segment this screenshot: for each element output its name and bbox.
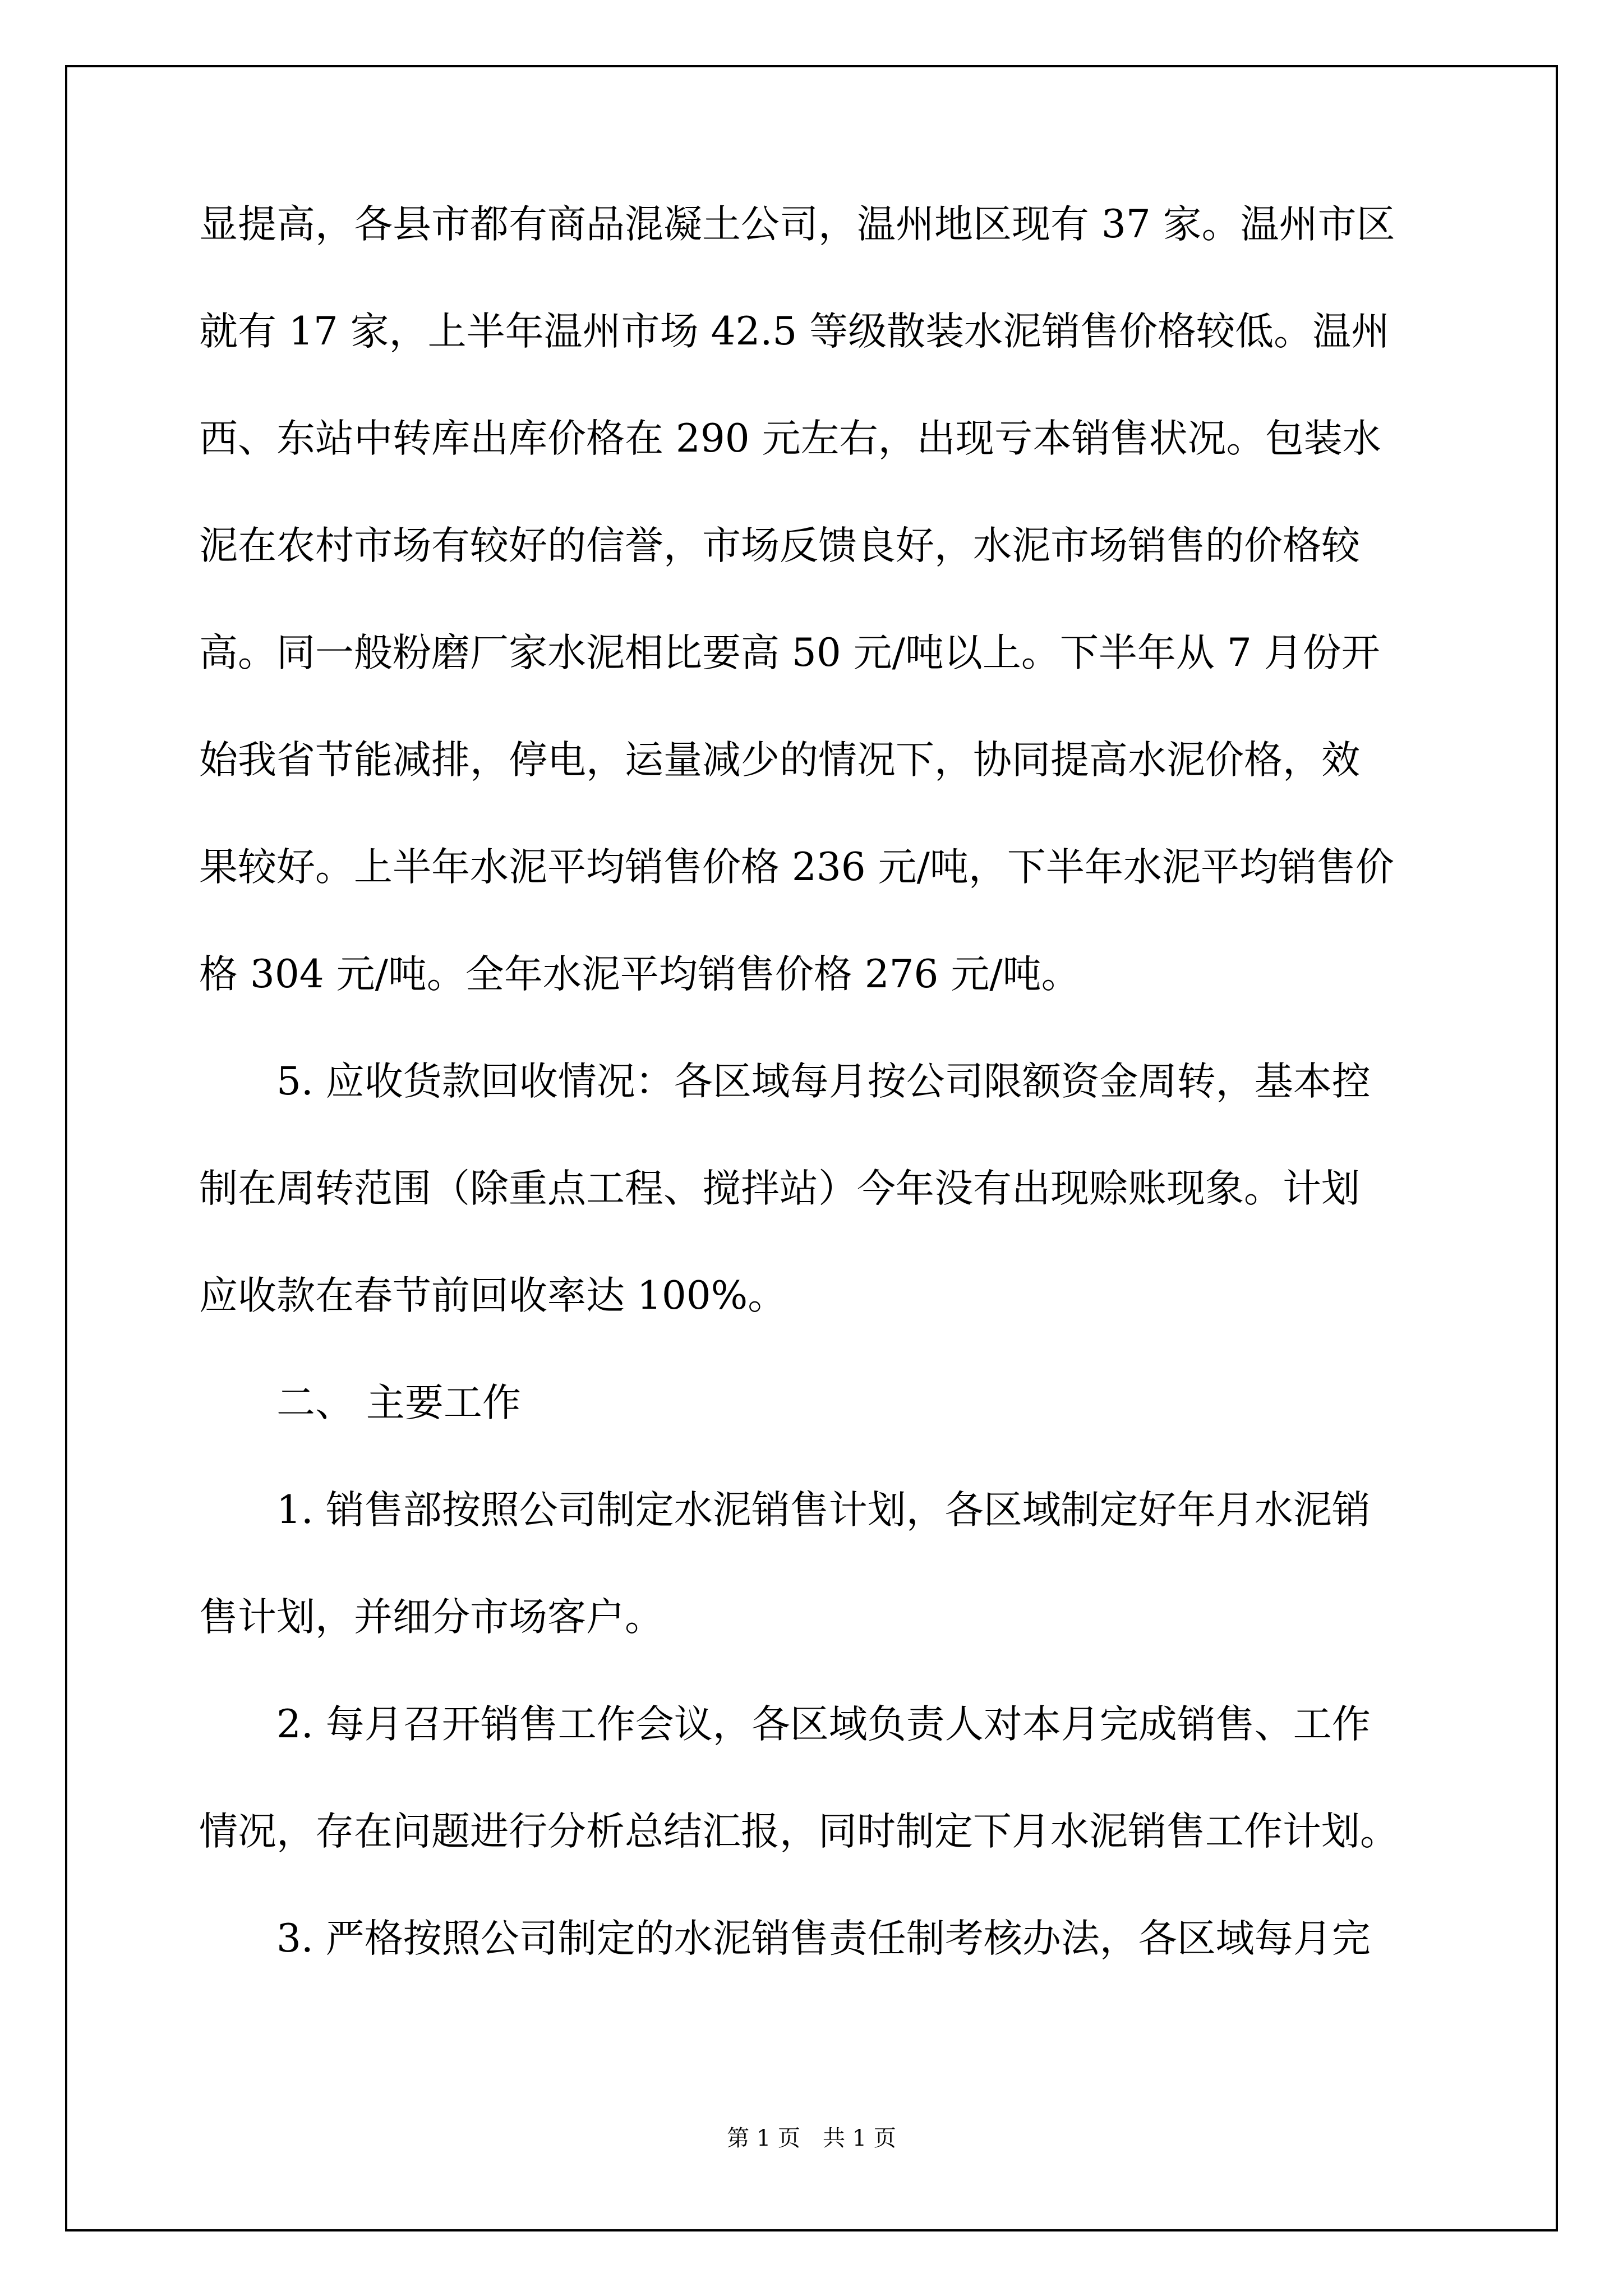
text-line: 情况，存在问题进行分析总结汇报，同时制定下月水泥销售工作计划。 [199, 1809, 1399, 1854]
text-line: 西、东站中转库出库价格在 290 元左右，出现亏本销售状况。包装水 [199, 416, 1381, 461]
text-line: 制在周转范围（除重点工程、搅拌站）今年没有出现赊账现象。计划 [199, 1166, 1360, 1211]
text-line: 始我省节能减排，停电，运量减少的情况下，协同提高水泥价格，效 [199, 738, 1360, 783]
text-line: 显提高，各县市都有商品混凝土公司，温州地区现有 37 家。温州市区 [199, 202, 1395, 247]
text-line: 高。同一般粉磨厂家水泥相比要高 50 元/吨以上。下半年从 7 月份开 [199, 631, 1380, 675]
section-heading: 二、 主要工作 [199, 1381, 521, 1425]
text-line: 就有 17 家，上半年温州市场 42.5 等级散装水泥销售价格较低。温州 [199, 309, 1390, 354]
document-body [199, 202, 1433, 2027]
text-line: 果较好。上半年水泥平均销售价格 236 元/吨，下半年水泥平均销售价 [199, 845, 1394, 890]
text-line: 2. 每月召开销售工作会议，各区域负责人对本月完成销售、工作 [199, 1702, 1371, 1747]
text-line: 3. 严格按照公司制定的水泥销售责任制考核办法，各区域每月完 [199, 1916, 1371, 1961]
page-footer: 第 1 页 共 1 页 [727, 2125, 896, 2151]
text-line: 售计划，并细分市场客户。 [199, 1595, 663, 1640]
text-line: 5. 应收货款回收情况：各区域每月按公司限额资金周转，基本控 [199, 1059, 1371, 1104]
text-line: 格 304 元/吨。全年水泥平均销售价格 276 元/吨。 [199, 952, 1080, 997]
text-line: 1. 销售部按照公司制定水泥销售计划，各区域制定好年月水泥销 [199, 1488, 1371, 1533]
text-line: 泥在农村市场有较好的信誉，市场反馈良好，水泥市场销售的价格较 [199, 523, 1360, 568]
text-line: 应收款在春节前回收率达 100%。 [199, 1273, 787, 1318]
